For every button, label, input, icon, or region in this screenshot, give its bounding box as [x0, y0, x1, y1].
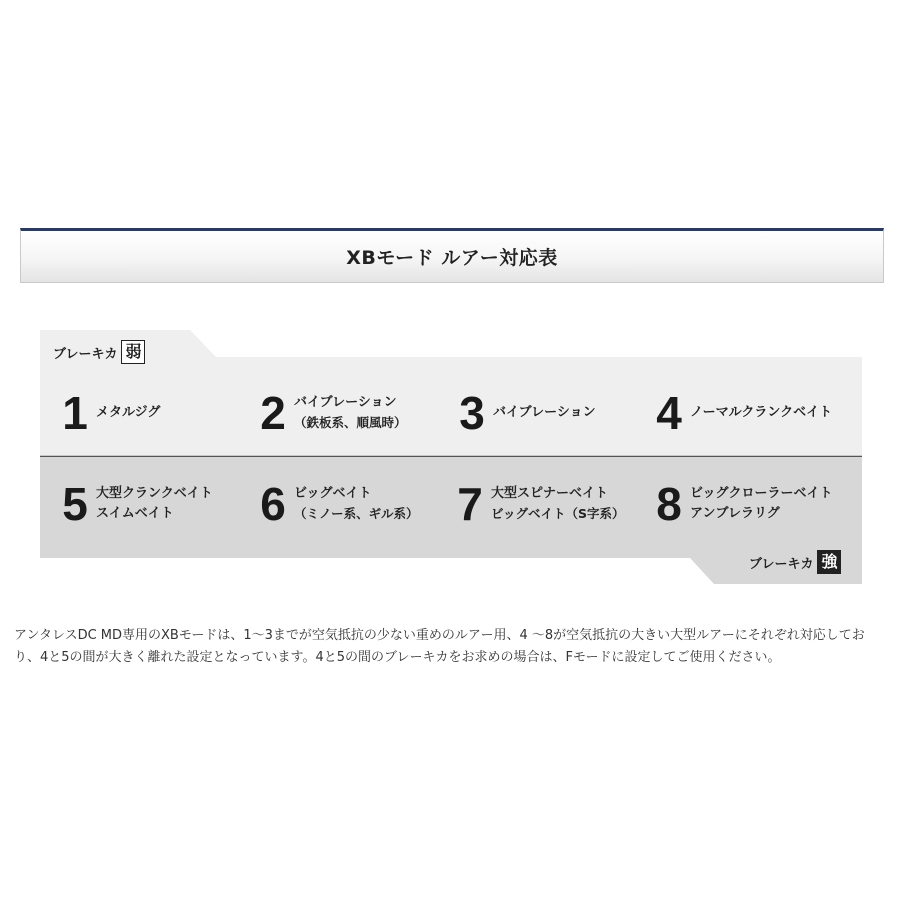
table-title: XBモード ルアー対応表 [346, 247, 558, 269]
mode-line1: メタルジグ [96, 405, 161, 420]
mode-description [690, 484, 832, 524]
mode-item-2 [256, 387, 407, 439]
mode-line2: ビッグベイト（S字系） [491, 506, 625, 521]
mode-description [96, 484, 213, 524]
mode-description [491, 484, 625, 524]
brake-strong-label [749, 550, 841, 574]
mode-line2: スイムベイト [96, 506, 174, 521]
mode-number: 8 [656, 478, 682, 530]
mode-item-5 [58, 478, 213, 530]
mode-number: 3 [459, 387, 485, 439]
mode-item-8 [652, 478, 833, 530]
mode-description [690, 403, 832, 423]
mode-line1: 大型クランクベイト [96, 486, 213, 501]
mode-item-6 [256, 478, 419, 530]
mode-description [294, 393, 407, 433]
mode-item-4 [652, 387, 833, 439]
brake-weak-label [53, 340, 145, 364]
mode-number: 2 [260, 387, 286, 439]
mode-number: 5 [62, 478, 88, 530]
mode-line2: アンブレラリグ [690, 506, 780, 521]
mode-number: 6 [260, 478, 286, 530]
mode-description [493, 403, 596, 423]
mode-line1: ノーマルクランクベイト [690, 405, 833, 420]
mode-number: 7 [457, 478, 483, 530]
mode-line1: ビッグベイト [294, 486, 372, 501]
mode-item-3 [455, 387, 596, 439]
mode-line1: バイブレーション [493, 405, 596, 420]
mode-line1: バイブレーション [294, 395, 397, 410]
mode-description [294, 484, 419, 524]
mode-number: 4 [656, 387, 682, 439]
mode-item-7 [453, 478, 625, 530]
brake-weak-text: ブレーキカ [53, 346, 118, 362]
brake-weak-kanji: 弱 [121, 340, 145, 364]
brake-strong-kanji: 強 [817, 550, 841, 574]
mode-description [96, 403, 160, 423]
mode-line1: 大型スピナーベイト [491, 486, 609, 501]
description-text: アンタレスDC MD専用のXBモードは、1～3までが空気抵抗の少ない重めのルアー用、4 ～8が空気抵抗の大きい大型ルアーにそれぞれ対応しており、4と5の間が大きく離れた設定となっています。4と5の間のブレーキカをお求めの場合は、Fモードに設定してご使用ください。 [14, 628, 865, 665]
mode-number: 1 [62, 387, 88, 439]
mode-line1: ビッグクローラーベイト [690, 486, 833, 501]
mode-item-1 [58, 387, 161, 439]
mode-line2: （ミノー系、ギル系） [294, 506, 419, 521]
brake-strong-text: ブレーキカ [749, 556, 814, 572]
mode-line2: （鉄板系、順風時） [294, 415, 407, 430]
